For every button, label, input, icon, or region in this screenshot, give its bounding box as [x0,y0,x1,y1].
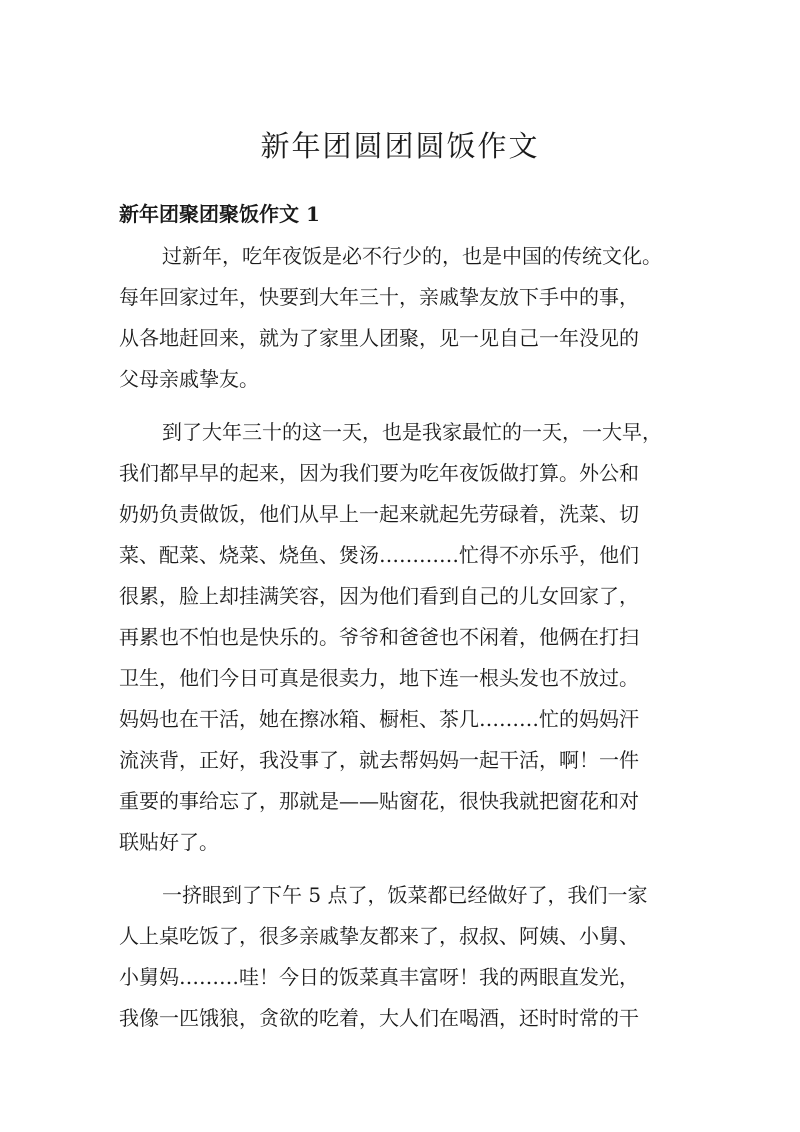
paragraph-gap [119,863,689,875]
text-line: 从各地赶回来，就为了家里人团聚，见一见自己一年没见的 [119,326,639,350]
text-line: 很累，脸上却挂满笑容，因为他们看到自己的儿女回家了， [119,584,639,608]
document-subtitle: 新年团聚团聚饭作文 1 [119,202,320,226]
text-line: 我像一匹饿狼，贪欲的吃着，大人们在喝酒，还时时常的干 [119,1006,639,1030]
text-line: 一挤眼到了下午 5 点了，饭菜都已经做好了，我们一家 [162,883,648,907]
text-line: 卫生，他们今日可真是很卖力，地下连一根头发也不放过。 [119,666,639,690]
paragraph-gap [119,400,689,412]
text-line: 流浃背，正好，我没事了，就去帮妈妈一起干活，啊！一件 [119,748,639,772]
document-title: 新年团圆团圆饭作文 [260,129,540,163]
text-line: 联贴好了。 [119,830,219,854]
text-line: 到了大年三十的这一天，也是我家最忙的一天，一大早， [162,420,662,444]
text-line: 我们都早早的起来，因为我们要为吃年夜饭做打算。外公和 [119,461,639,485]
text-line: 再累也不怕也是快乐的。爷爷和爸爸也不闲着，他俩在打扫 [119,625,639,649]
text-line: 奶奶负责做饭，他们从早上一起来就起先劳碌着，洗菜、切 [119,502,639,526]
document-body [119,236,689,1039]
text-line: 妈妈也在干活，她在擦冰箱、橱柜、茶几………忙的妈妈汗 [119,707,639,731]
text-line: 父母亲戚挚友。 [119,367,259,391]
text-line: 人上桌吃饭了，很多亲戚挚友都来了，叔叔、阿姨、小舅、 [119,924,639,948]
text-line: 过新年，吃年夜饭是必不行少的，也是中国的传统文化。 [162,244,662,268]
text-line: 菜、配菜、烧菜、烧鱼、煲汤…………忙得不亦乐乎，他们 [119,543,639,567]
text-line: 每年回家过年，快要到大年三十，亲戚挚友放下手中的事， [119,285,639,309]
text-line: 重要的事给忘了，那就是——贴窗花，很快我就把窗花和对 [119,789,639,813]
text-line: 小舅妈………哇！今日的饭菜真丰富呀！我的两眼直发光， [119,965,639,989]
